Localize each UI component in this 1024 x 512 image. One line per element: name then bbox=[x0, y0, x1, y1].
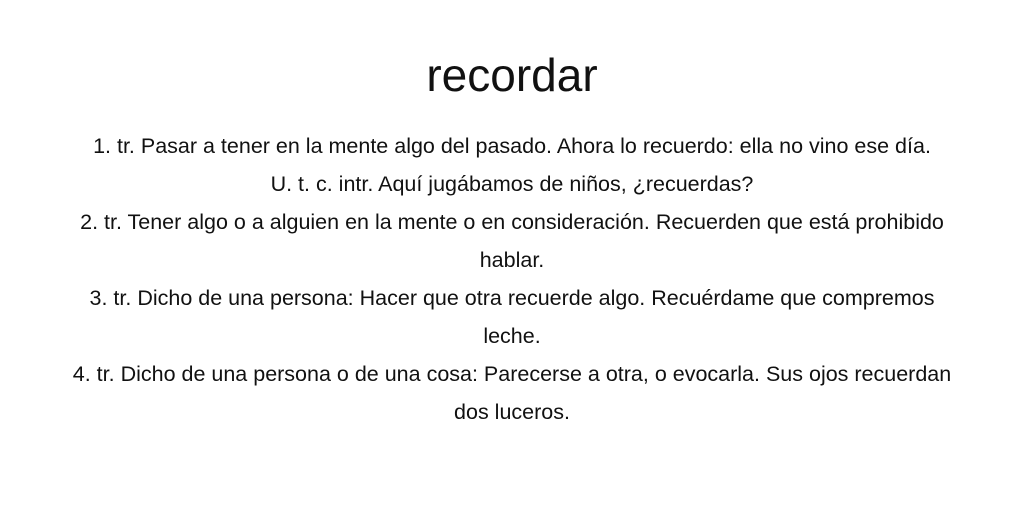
definition-item: 4. tr. Dicho de una persona o de una cosa: Parecerse a otra, o evocarla. Sus ojos recuerdan dos luceros. bbox=[72, 362, 952, 424]
entry-word: recordar bbox=[426, 49, 598, 101]
definition-item: 1. tr. Pasar a tener en la mente algo del pasado. Ahora lo recuerdo: ella no vino ese día. U. t. c. intr. Aquí jugábamos de niños, ¿recuerdas? bbox=[93, 134, 931, 196]
definitions-list bbox=[0, 127, 1024, 431]
definition-item: 2. tr. Tener algo o a alguien en la mente o en consideración. Recuerden que está prohibido hablar. bbox=[80, 210, 944, 272]
definition-item: 3. tr. Dicho de una persona: Hacer que otra recuerde algo. Recuérdame que compremos leche. bbox=[89, 286, 935, 348]
